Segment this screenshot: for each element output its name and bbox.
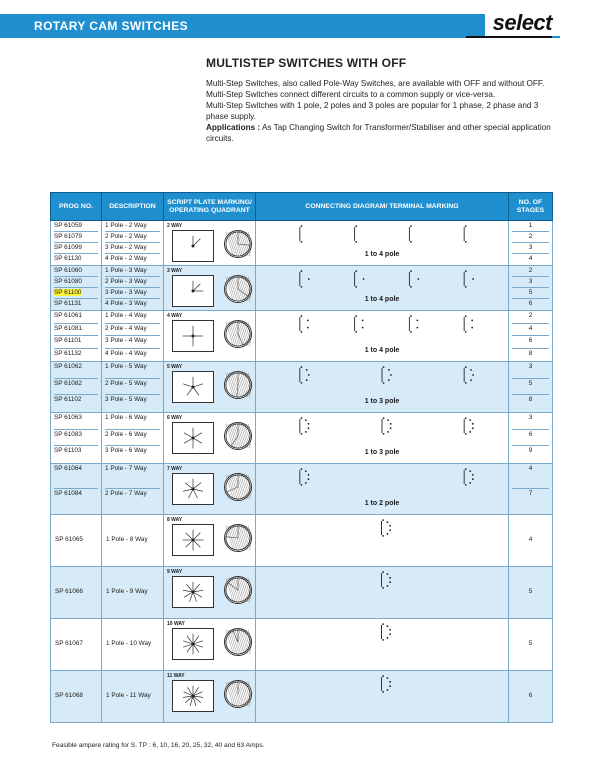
prog-number: SP 61083: [54, 430, 98, 447]
terminal-diagram: [260, 674, 504, 700]
terminal-diagram: [260, 467, 504, 493]
diagram-cell: [256, 362, 509, 413]
prog-cell: [51, 221, 102, 266]
stage-count: 3: [512, 413, 549, 430]
prog-number: SP 61066: [55, 588, 83, 596]
description-cell: [102, 266, 164, 311]
diagram-cell: [256, 266, 509, 311]
prog-number: SP 61082: [54, 379, 98, 396]
description-text: 2 Pole - 3 Way: [105, 277, 160, 288]
script-plate-icon: [172, 524, 214, 556]
prog-number: SP 61101: [54, 336, 98, 349]
header-description: DESCRIPTION: [102, 193, 164, 221]
plate-cell: [164, 463, 256, 514]
terminal-diagram: [260, 269, 504, 295]
table-row: [51, 618, 553, 670]
pole-label: 1 to 4 pole: [364, 347, 400, 354]
stage-count: 4: [528, 536, 533, 544]
header-plate: SCRIPT PLATE MARKING/ OPERATING QUADRANT: [164, 193, 256, 221]
operating-quadrant-icon: [224, 576, 252, 604]
operating-quadrant-icon: [224, 275, 252, 303]
script-plate-icon: [172, 371, 214, 403]
stage-count: 5: [528, 640, 533, 648]
diagram-cell: [256, 463, 509, 514]
plate-cell: [164, 221, 256, 266]
description-text: 4 Pole - 3 Way: [105, 300, 147, 307]
way-label: 6 WAY: [167, 414, 183, 421]
pole-label: 1 to 4 pole: [364, 296, 400, 303]
stage-count: 2: [512, 232, 549, 243]
description-text: 1 Pole - 2 Way: [105, 221, 160, 232]
way-label: 2 WAY: [167, 223, 183, 229]
terminal-diagram: [260, 622, 504, 648]
prog-number: SP 61063: [54, 413, 98, 430]
footnote: Feasible ampere rating for S. TP : 6, 10, 16, 20, 25, 32, 40 and 63 Amps.: [52, 742, 265, 749]
diagram-cell: [256, 566, 509, 618]
terminal-diagram: [260, 314, 504, 340]
prog-cell: [51, 566, 102, 618]
operating-quadrant-icon: [224, 628, 252, 656]
terminal-diagram: [260, 570, 504, 596]
description-cell: [102, 566, 164, 618]
description-text: 4 Pole - 4 Way: [105, 349, 147, 357]
operating-quadrant-icon: [224, 680, 252, 708]
table-header-row: [51, 193, 553, 221]
header-prog: PROG NO.: [51, 193, 102, 221]
stages-cell: [509, 618, 553, 670]
prog-cell: [51, 412, 102, 463]
table-body: [51, 221, 553, 723]
prog-number: SP 61080: [54, 277, 98, 288]
description-cell: [102, 221, 164, 266]
description-cell: [102, 514, 164, 566]
prog-cell: [51, 514, 102, 566]
stage-count: 4: [528, 255, 533, 262]
stage-count: 5: [512, 379, 549, 396]
prog-number: SP 61103: [54, 447, 82, 455]
prog-cell: [51, 362, 102, 413]
plate-cell: [164, 412, 256, 463]
way-label: 8 WAY: [167, 516, 183, 523]
way-label: 5 WAY: [167, 364, 183, 370]
script-plate-icon: [172, 275, 214, 307]
intro-line-1: Multi-Step Switches, also called Pole-Way Switches, are available with OFF and without OFF.: [206, 79, 545, 88]
prog-number: [54, 288, 98, 299]
stages-cell: [509, 463, 553, 514]
table-row: [51, 566, 553, 618]
stage-count: 3: [512, 277, 549, 288]
prog-cell: [51, 670, 102, 722]
pole-label: 1 to 3 pole: [364, 448, 400, 456]
operating-quadrant-icon: [224, 230, 252, 258]
stage-count: 8: [528, 349, 533, 357]
intro: [206, 56, 556, 144]
table-row: [51, 221, 553, 266]
way-label: 4 WAY: [167, 313, 183, 319]
description-text: 3 Pole - 5 Way: [105, 396, 147, 404]
prog-number: SP 61061: [54, 311, 98, 324]
description-text: 1 Pole - 9 Way: [106, 588, 148, 596]
prog-number: SP 61132: [54, 349, 82, 357]
stage-count: 1: [512, 221, 549, 232]
description-text: 2 Pole - 5 Way: [105, 379, 160, 396]
table-row: [51, 311, 553, 362]
applications-label: Applications :: [206, 123, 261, 132]
pole-label: 1 to 2 pole: [364, 499, 400, 507]
intro-applications: [206, 122, 556, 144]
description-text: 1 Pole - 4 Way: [105, 311, 160, 324]
description-text: 4 Pole - 2 Way: [105, 255, 147, 262]
table-row: [51, 670, 553, 722]
description-text: 1 Pole - 7 Way: [105, 464, 160, 489]
description-text: 2 Pole - 2 Way: [105, 232, 160, 243]
table-row: [51, 514, 553, 566]
prog-cell: [51, 266, 102, 311]
plate-cell: [164, 670, 256, 722]
plate-cell: [164, 514, 256, 566]
script-plate-icon: [172, 473, 214, 505]
plate-cell: [164, 566, 256, 618]
plate-cell: [164, 311, 256, 362]
plate-cell: [164, 362, 256, 413]
prog-number: SP 61062: [54, 362, 98, 379]
stage-count: 8: [528, 396, 533, 404]
stages-cell: [509, 670, 553, 722]
operating-quadrant-icon: [224, 371, 252, 399]
script-plate-icon: [172, 230, 214, 262]
prog-number: SP 61059: [54, 221, 98, 232]
stages-cell: [509, 266, 553, 311]
description-text: 3 Pole - 3 Way: [105, 288, 160, 299]
prog-number: SP 61079: [54, 232, 98, 243]
description-cell: [102, 362, 164, 413]
operating-quadrant-icon: [224, 320, 252, 348]
highlighted-prog: SP 61100: [54, 289, 82, 296]
operating-quadrant-icon: [224, 524, 252, 552]
stage-count: 6: [512, 336, 549, 349]
terminal-diagram: [260, 416, 504, 442]
stage-count: 3: [512, 362, 549, 379]
switch-table: [50, 192, 553, 723]
description-cell: [102, 618, 164, 670]
applications-text: As Tap Changing Switch for Transformer/Stabiliser and other special application circuits.: [206, 123, 551, 143]
way-label: 9 WAY: [167, 568, 183, 575]
operating-quadrant-icon: [224, 473, 252, 501]
stages-cell: [509, 362, 553, 413]
diagram-cell: [256, 221, 509, 266]
table-row: [51, 463, 553, 514]
prog-cell: [51, 463, 102, 514]
header-stages: NO. OF STAGES: [509, 193, 553, 221]
header: [0, 10, 600, 38]
description-text: 1 Pole - 3 Way: [105, 266, 160, 277]
terminal-diagram: [260, 518, 504, 544]
diagram-cell: [256, 514, 509, 566]
script-plate-icon: [172, 320, 214, 352]
stages-cell: [509, 566, 553, 618]
terminal-diagram: [260, 365, 504, 391]
stage-count: 4: [512, 324, 549, 337]
prog-number: SP 61099: [54, 243, 98, 254]
table-row: [51, 266, 553, 311]
stages-cell: [509, 514, 553, 566]
prog-number: SP 61130: [54, 255, 82, 262]
description-cell: [102, 311, 164, 362]
stage-count: 5: [512, 288, 549, 299]
description-cell: [102, 670, 164, 722]
prog-number: SP 61102: [54, 396, 82, 404]
stages-cell: [509, 221, 553, 266]
stage-count: 6: [512, 430, 549, 447]
stages-cell: [509, 412, 553, 463]
prog-number: SP 61131: [54, 300, 82, 307]
way-label: 11 WAY: [167, 672, 185, 679]
script-plate-icon: [172, 422, 214, 454]
description-text: 3 Pole - 6 Way: [105, 447, 147, 455]
stage-count: 7: [528, 489, 533, 497]
intro-line-3: Multi-Step Switches with 1 pole, 2 poles and 3 poles are popular for 1 phase, 2 phase and 3 phase supply.: [206, 101, 539, 121]
pole-label: 1 to 3 pole: [364, 398, 400, 405]
stage-count: 6: [528, 692, 533, 700]
stage-count: 5: [528, 588, 533, 596]
description-cell: [102, 412, 164, 463]
stage-count: 4: [512, 464, 549, 489]
brand-logo: select: [485, 10, 560, 36]
plate-cell: [164, 618, 256, 670]
description-text: 2 Pole - 7 Way: [105, 489, 147, 497]
description-cell: [102, 463, 164, 514]
diagram-cell: [256, 618, 509, 670]
diagram-cell: [256, 412, 509, 463]
prog-number: SP 61067: [55, 640, 83, 648]
operating-quadrant-icon: [224, 422, 252, 450]
description-text: 1 Pole - 8 Way: [106, 536, 148, 544]
prog-number: SP 61084: [54, 489, 82, 497]
script-plate-icon: [172, 680, 214, 712]
description-text: 1 Pole - 11 Way: [106, 692, 151, 700]
description-text: 2 Pole - 4 Way: [105, 324, 160, 337]
prog-number: SP 61060: [54, 266, 98, 277]
description-text: 1 Pole - 10 Way: [106, 640, 152, 648]
header-bar: [0, 14, 560, 38]
script-plate-icon: [172, 628, 214, 660]
pole-label: 1 to 4 pole: [364, 251, 400, 258]
page-title: MULTISTEP SWITCHES WITH OFF: [206, 56, 407, 70]
header-diagram: CONNECTING DIAGRAM/ TERMINAL MARKING: [256, 193, 509, 221]
prog-number: SP 61065: [55, 536, 83, 544]
stage-count: 9: [528, 447, 533, 455]
prog-cell: [51, 311, 102, 362]
description-text: 3 Pole - 2 Way: [105, 243, 160, 254]
way-label: 10 WAY: [167, 620, 185, 627]
stages-cell: [509, 311, 553, 362]
stage-count: 2: [512, 311, 549, 324]
prog-number: SP 61068: [55, 692, 83, 700]
terminal-diagram: [260, 224, 504, 250]
prog-cell: [51, 618, 102, 670]
description-text: 2 Pole - 6 Way: [105, 430, 160, 447]
table-row: [51, 412, 553, 463]
header-title: ROTARY CAM SWITCHES: [34, 19, 189, 33]
way-label: 7 WAY: [167, 465, 183, 472]
way-label: 3 WAY: [167, 268, 183, 274]
table-row: [51, 362, 553, 413]
description-text: 1 Pole - 5 Way: [105, 362, 160, 379]
plate-cell: [164, 266, 256, 311]
brand-underline: [466, 36, 552, 38]
diagram-cell: [256, 311, 509, 362]
stage-count: 6: [528, 300, 533, 307]
stage-count: 2: [512, 266, 549, 277]
description-text: 3 Pole - 4 Way: [105, 336, 160, 349]
prog-number: SP 61064: [54, 464, 98, 489]
stage-count: 3: [512, 243, 549, 254]
intro-line-2: Multi-Step Switches connect different circuits to a common supply or vice-versa.: [206, 90, 496, 99]
diagram-cell: [256, 670, 509, 722]
script-plate-icon: [172, 576, 214, 608]
description-text: 1 Pole - 6 Way: [105, 413, 160, 430]
prog-number: SP 61081: [54, 324, 98, 337]
